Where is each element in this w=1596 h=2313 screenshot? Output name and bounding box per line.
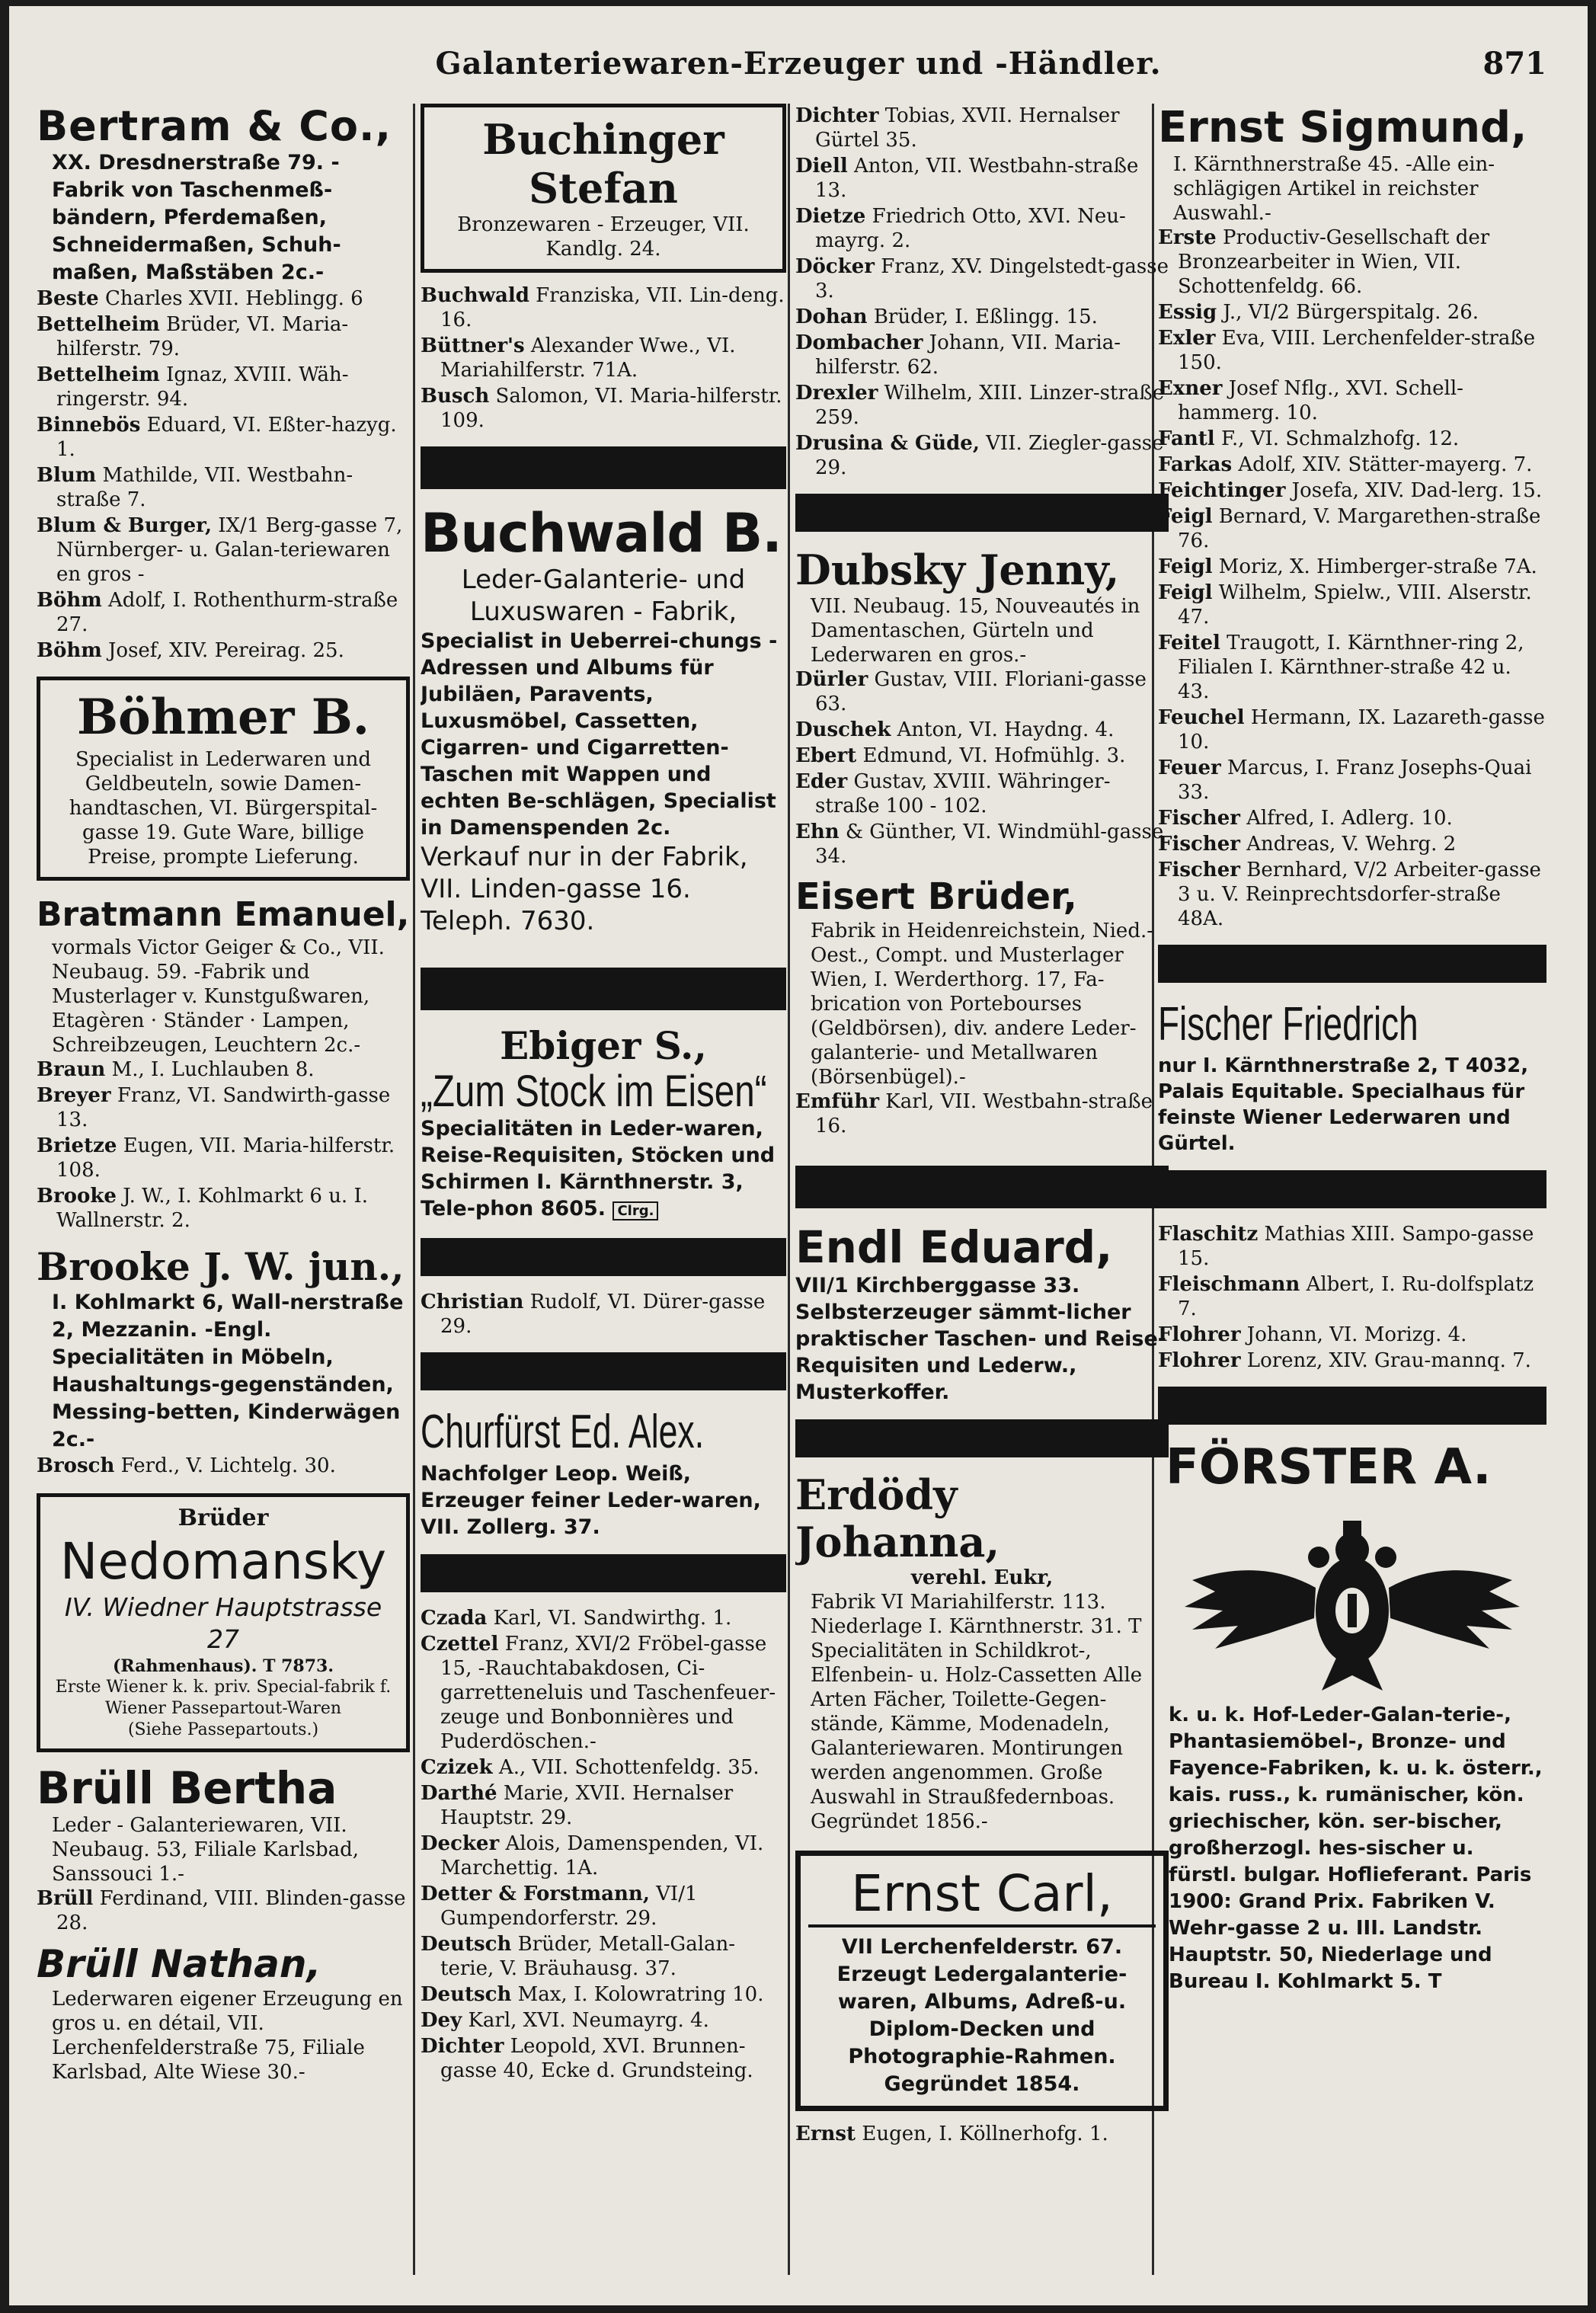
entry-text: Wilhelm, Spielw., VIII. Alserstr. 47. [1178,581,1532,629]
list-item [1158,756,1546,805]
entry-text: Gustav, XVIII. Währinger-straße 100 - 102. [815,770,1111,817]
ernst-carl-text: VII Lerchenfelderstr. 67. Erzeugt Ledergalanterie-waren, Albums, Adreß-u. Diplom-Decken und Photographie-Rahmen. Gegründet 1854. [836,1935,1127,2096]
column-2 [421,104,786,2275]
list-item [421,1606,786,1630]
entry-name: Brüll [37,1887,94,1910]
list-item [37,1886,410,1935]
entry-list-c3b [795,667,1169,869]
list-item [421,384,786,433]
list-item [795,431,1169,480]
ebiger-sub: „Zum Stock im Eisen“ [421,1067,767,1116]
entry-list-c2b [421,1606,786,2083]
entry-name: Exler [1158,327,1216,350]
entry-text: Traugott, I. Kärnthner-ring 2, Filialen I. Kärnthner-straße 42 u. 43. [1178,632,1524,703]
list-item [1158,478,1546,503]
list-item [795,254,1169,303]
entry-name: Fischer [1158,833,1240,856]
entry-text: Alexander Wwe., VI. Mariahilferstr. 71A. [440,334,736,382]
entry-name: Dichter [421,2035,504,2058]
buchinger-ad [421,104,786,273]
list-item [37,513,410,587]
list-item [37,1454,410,1478]
entry-name: Blum [37,464,97,487]
foerster-name: FÖRSTER A. [1166,1439,1492,1496]
running-title: Galanteriewaren-Erzeuger und -Händler. [435,46,1162,82]
entry-text: Ferd., V. Lichtelg. 30. [120,1454,336,1477]
buchwald-text: Specialist in Ueberrei-chungs - Adressen und Albums für Jubiläen, Paravents, Luxusmöbel, Cassetten, Cigarren- und Cigarretten-Taschen mit Wappen und echten Be-schlägen, Specialist in Damenspenden 2c. [421,629,778,840]
entry-text: & Günther, VI. Windmühl-gasse 34. [815,821,1164,868]
nedomansky-see: (Siehe Passepartouts.) [127,1720,319,1739]
column-3 [795,104,1169,2275]
entry-name: Essig [1158,301,1217,324]
entry-text: Andreas, V. Wehrg. 2 [1246,833,1457,856]
entry-name: Czizek [421,1756,493,1779]
entry-name: Busch [421,385,490,408]
entry-text: Wilhelm, XIII. Linzer-straße 259. [815,382,1165,429]
entry-name: Exner [1158,377,1223,400]
black-rule [1158,945,1546,983]
entry-text: Eugen, I. Köllnerhofg. 1. [862,2123,1108,2145]
list-item [795,305,1169,329]
bruell-nathan-text: Lederwaren eigener Erzeugung en gros u. en détail, VII. Lerchenfelderstraße 75, Filiale Karlsbad, Alte Wiese 30.- [52,1988,403,2084]
entry-name: Feigl [1158,505,1213,528]
ernst-carl-name: Ernst Carl, [808,1864,1156,1928]
list-item [421,1290,786,1339]
entry-text: Eduard, VI. Eßter-hazyg. 1. [56,414,397,461]
entry-name: Böhm [37,639,102,662]
entry-text: Franz, XV. Dingelstedt-gasse 3. [815,255,1169,302]
ernst-sigmund-text: I. Kärnthnerstraße 45. -Alle ein-schlägigen Artikel in reichster Auswahl.- [1173,153,1495,225]
black-rule [421,1554,786,1592]
entry-name: Deutsch [421,1933,512,1956]
fischer-friedrich-text: nur I. Kärnthnerstraße 2, T 4032, Palais Equitable. Specialhaus für feinste Wiener Lederwaren und Gürtel. [1158,1054,1529,1155]
list-item [421,334,786,382]
bruell-bertha-name: Brüll Bertha [37,1762,337,1814]
entry-name: Diell [795,155,848,178]
entry-name: Czettel [421,1633,499,1656]
list-item [421,2034,786,2083]
list-item [421,283,786,332]
black-rule [795,494,1169,532]
nedomansky-ad [37,1493,410,1752]
list-item [421,1632,786,1754]
entry-text: Franz, VI. Sandwirth-gasse 13. [56,1084,391,1131]
entry-name: Erste [1158,226,1217,249]
black-rule [421,1238,786,1276]
entry-text: F., VI. Schmalzhofg. 12. [1220,427,1460,450]
bratmann-name: Bratmann Emanuel, [37,895,410,934]
bruell-bertha-text: Leder - Galanteriewaren, VII. Neubaug. 53, Filiale Karlsbad, Sanssouci 1.- [52,1814,360,1886]
entry-text: Karl, VI. Sandwirthg. 1. [493,1607,732,1630]
entry-name: Dietze [795,205,866,228]
entry-text: Alfred, I. Adlerg. 10. [1246,807,1453,830]
buchwald-sale: Verkauf nur in der Fabrik, VII. Linden-gasse 16. Teleph. 7630. [421,842,748,936]
entry-text: Charles XVII. Heblingg. 6 [104,287,363,310]
list-item [795,2122,1169,2146]
entry-text: Karl, VII. Westbahn-straße 16. [815,1090,1153,1137]
page-number: 871 [1482,46,1546,82]
list-item [795,769,1169,818]
entry-text: Gustav, VIII. Floriani-gasse 63. [815,668,1147,715]
list-item [795,667,1169,716]
list-item [1158,705,1546,754]
entry-name: Emführ [795,1090,880,1113]
brooke-name: Brooke J. W. jun., [37,1244,405,1289]
list-item [421,1982,786,2007]
entry-name: Binnebös [37,414,141,437]
buchwald-name: Buchwald B. [421,502,782,565]
entry-name: Dey [421,2009,462,2032]
churfuerst-name: Churfürst Ed. Alex. [421,1406,705,1458]
list-item [1158,832,1546,856]
entry-name: Feichtinger [1158,479,1286,502]
entry-name: Buchwald [421,284,529,307]
list-item [1158,1222,1546,1271]
list-item [1158,1323,1546,1347]
entry-name: Deutsch [421,1983,512,2006]
ernst-sigmund-name: Ernst Sigmund, [1158,104,1527,152]
entry-text: Johann, VI. Morizg. 4. [1246,1323,1467,1346]
entry-text: Mathilde, VII. Westbahn-straße 7. [56,464,353,511]
entry-text: Marie, XVII. Hernalser Hauptstr. 29. [440,1782,734,1829]
list-item [1158,504,1546,553]
entry-text: Friedrich Otto, XVI. Neu-mayrg. 2. [815,205,1126,252]
entry-text: Johann, VII. Maria-hilferstr. 62. [815,331,1121,379]
column-divider [413,104,415,2275]
nedomansky-name: Nedomansky [59,1532,387,1591]
boehmer-ad [37,677,410,881]
entry-text: Brüder, I. Eßlingg. 15. [873,306,1098,328]
nedomansky-tel: (Rahmenhaus). T 7873. [113,1656,334,1676]
list-item [37,286,410,311]
entry-name: Flohrer [1158,1349,1241,1372]
list-item [421,1932,786,1981]
list-item [37,588,410,637]
entry-text: Mathias XIII. Sampo-gasse 15. [1178,1223,1534,1270]
entry-text: Bernard, V. Margarethen-straße 76. [1178,505,1541,552]
list-item [37,1134,410,1182]
entry-name: Bettelheim [37,363,160,386]
entry-name: Decker [421,1832,500,1855]
ebiger-name: Ebiger S., [500,1023,707,1068]
nedomansky-addr: IV. Wiedner Hauptstrasse 27 [64,1592,382,1654]
double-eagle-icon [1185,1504,1520,1694]
entry-name: Czada [421,1607,488,1630]
list-item [1158,453,1546,477]
entry-name: Fischer [1158,859,1240,881]
list-item [795,154,1169,203]
boehmer-text: Specialist in Lederwaren und Geldbeuteln, sowie Damen-handtaschen, VI. Bürgerspital-gasse 19. Gute Ware, billige Preise, prompte Lieferung. [69,748,378,869]
list-item [37,1184,410,1233]
entry-name: Darthé [421,1782,497,1805]
entry-name: Döcker [795,255,875,278]
entry-name: Büttner's [421,334,525,357]
directory-page [9,6,1588,2305]
entry-text: Lorenz, XIV. Grau-mannq. 7. [1246,1349,1531,1372]
entry-name: Eder [795,770,848,793]
entry-text: Adolf, XIV. Stätter-mayerg. 7. [1238,453,1533,476]
buchinger-text: Bronzewaren - Erzeuger, VII. Kandlg. 24. [457,213,750,261]
list-item [421,1755,786,1780]
entry-name: Duschek [795,718,891,741]
entry-name: Feuer [1158,757,1221,779]
list-item [795,744,1169,768]
entry-text: Rudolf, VI. Dürer-gasse 29. [440,1291,766,1338]
entry-name: Beste [37,287,99,310]
list-item [795,204,1169,253]
list-item [1158,376,1546,425]
entry-name: Dürler [795,668,868,691]
ebiger-body [421,1115,786,1224]
entry-text: Productiv-Gesellschaft der Bronzearbeiter in Wien, VII. Schottenfeldg. 66. [1178,226,1490,298]
bertram-text: XX. Dresdnerstraße 79. -Fabrik von Taschenmeß-bändern, Pferdemaßen, Schneidermaßen, Schuh-maßen, Maßstäben 2c.- [52,151,341,284]
entry-list-c4a [1158,226,1546,931]
nedomansky-top: Brüder [178,1505,269,1531]
list-item [795,381,1169,430]
list-item [795,820,1169,869]
entry-text: Salomon, VI. Maria-hilferstr. 109. [440,385,782,432]
entry-text: Adolf, I. Rothenthurm-straße 27. [56,589,398,636]
boehmer-name: Böhmer B. [76,689,370,746]
entry-text: Edmund, VI. Hofmühlg. 3. [862,744,1126,767]
entry-text: Josef Nflg., XVI. Schell-hammerg. 10. [1178,377,1463,424]
entry-text: Bernhard, V/2 Arbeiter-gasse 3 u. V. Reinprechtsdorfer-straße 48A. [1178,859,1541,930]
entry-name: Feigl [1158,581,1213,604]
entry-name: Ernst [795,2123,856,2145]
entry-name: Breyer [37,1084,111,1107]
entry-list-c2a [421,283,786,433]
dubsky-text: VII. Neubaug. 15, Nouveautés in Damentaschen, Gürteln und Lederwaren en gros.- [811,595,1140,667]
entry-name: Dohan [795,306,868,328]
erdoedy-name: Erdödy Johanna, [795,1470,1000,1566]
buchinger-name: Buchinger Stefan [482,115,724,213]
list-item [1158,858,1546,931]
entry-text: Tobias, XVII. Hernalser Gürtel 35. [815,104,1120,152]
fischer-friedrich-name: Fischer Friedrich [1158,998,1418,1051]
bratmann-text: vormals Victor Geiger & Co., VII. Neubaug. 59. -Fabrik und Musterlager v. Kunstgußwaren, Etagèren · Ständer · Lampen, Schreibzeugen, Leuchtern 2c.- [52,936,385,1057]
list-item [1158,326,1546,375]
list-item [1158,806,1546,830]
entry-name: Farkas [1158,453,1233,476]
brooke-text: I. Kohlmarkt 6, Wall-nerstraße 2, Mezzanin. -Engl. Specialitäten in Möbeln, Haushaltungs-gegenständen, Messing-betten, Kinderwägen 2c.- [52,1291,404,1451]
entry-text: Karl, XVI. Neumayrg. 4. [468,2009,709,2032]
list-item [1158,300,1546,325]
list-item [421,1832,786,1880]
list-item [795,104,1169,152]
bruell-nathan-name: Brüll Nathan, [37,1942,321,1986]
erdoedy-sub: verehl. Eukr, [910,1566,1054,1589]
entry-name: Brooke [37,1185,117,1208]
entry-text: Leopold, XVI. Brunnen-gasse 40, Ecke d. Grundsteing. [440,2035,753,2082]
entry-name: Brosch [37,1454,115,1477]
entry-name: Blum & Burger, [37,514,213,537]
entry-text: Max, I. Kolowratring 10. [517,1983,764,2006]
list-item [37,413,410,462]
bertram-name: Bertram & Co., [37,104,392,150]
entry-name: Detter & Forstmann, [421,1883,650,1905]
list-item [37,1083,410,1132]
ebiger-text: Specialitäten in Leder-waren, Reise-Requisiten, Stöcken und Schirmen I. Kärnthnerstr. 3, Tele-phon 8605. [421,1117,776,1220]
list-item [1158,581,1546,629]
list-item [421,1882,786,1931]
page-header [9,46,1588,91]
entry-list-c1a [37,286,410,663]
entry-list-c3a [795,104,1169,480]
foerster-text: k. u. k. Hof-Leder-Galan-terie-, Phantasiemöbel-, Bronze- und Fayence-Fabriken, k. u. k. österr., kais. russ., k. rumänischer, kön. griechischer, kön. ser-bischer, großherzogl. hes-sischer u. fürstl. bulgar. Hoflieferant. Paris 1900: Grand Prix. Fabriken V. Wehr-gasse 2 u. III. Landstr. Hauptstr. 50, Niederlage und Bureau I. Kohlmarkt 5. T [1169,1704,1543,1993]
black-rule [421,1352,786,1390]
column-1 [37,104,410,2275]
nedomansky-text: Erste Wiener k. k. priv. Special-fabrik f. Wiener Passepartout-Waren [55,1678,392,1718]
entry-text: VI/1 Gumpendorferstr. 29. [440,1883,698,1930]
column-4 [1158,104,1546,2275]
black-rule [795,1166,1169,1208]
list-item [1158,1272,1546,1321]
entry-text: Eva, VIII. Lerchenfelder-straße 150. [1178,327,1536,374]
list-item [421,2008,786,2033]
entry-text: M., I. Luchlauben 8. [111,1058,315,1081]
endl-name: Endl Eduard, [795,1221,1113,1273]
entry-text: Marcus, I. Franz Josephs-Quai 33. [1178,757,1532,804]
entry-text: IX/1 Berg-gasse 7, Nürnberger- u. Galan-teriewaren en gros - [56,514,403,586]
entry-name: Fischer [1158,807,1240,830]
list-item [1158,427,1546,451]
eisert-text: Fabrik in Heidenreichstein, Nied.-Oest., Compt. und Musterlager Wien, I. Werderthorg. 17, Fa-brication von Portebourses (Geldbörsen), div. andere Leder-galanterie- und Metallwaren (Börsenbügel).- [811,920,1154,1089]
entry-name: Ebert [795,744,857,767]
black-rule [795,1419,1169,1457]
entry-text: J., VI/2 Bürgerspitalg. 26. [1223,301,1479,324]
list-item [795,718,1169,742]
list-item [37,638,410,663]
entry-text: Brüder, VI. Maria-hilferstr. 79. [56,313,349,360]
entry-name: Feigl [1158,555,1213,578]
entry-name: Flaschitz [1158,1223,1259,1246]
endl-text: VII/1 Kirchberggasse 33. Selbsterzeuger sämmt-licher praktischer Taschen- und Reise-Requisiten und Lederw., Musterkoffer. [795,1274,1167,1404]
entry-name: Fantl [1158,427,1215,450]
entry-text: Franziska, VII. Lin-deng. 16. [440,284,785,331]
list-item [795,1089,1169,1138]
erdoedy-text: Fabrik VI Mariahilferstr. 113. Niederlage I. Kärnthnerstr. 31. T Specialitäten in Schildkrot-, Elfenbein- u. Holz-Cassetten Alle Arten Fächer, Toilette-Gegen-stände, Kämme, Modenadeln, Galanteriewaren. Montirungen werden angenommen. Große Auswahl in Straußfedernboas. Gegründet 1856.- [811,1591,1143,1833]
entry-text: Eugen, VII. Maria-hilferstr. 108. [56,1134,395,1182]
dubsky-name: Dubsky Jenny, [795,545,1120,594]
ernst-carl-ad [795,1851,1169,2111]
entry-text: Anton, VI. Haydng. 4. [897,718,1115,741]
entry-text: Albert, I. Ru-dolfsplatz 7. [1178,1273,1534,1320]
black-rule [1158,1387,1546,1425]
list-item [37,463,410,512]
entry-name: Fleischmann [1158,1273,1300,1296]
entry-name: Christian [421,1291,524,1313]
entry-name: Drexler [795,382,878,405]
entry-name: Feuchel [1158,706,1245,729]
black-rule [1158,1170,1546,1208]
list-item [37,312,410,361]
list-item [37,363,410,411]
entry-text: A., VII. Schottenfeldg. 35. [498,1756,760,1779]
entry-name: Brietze [37,1134,117,1157]
list-item [1158,226,1546,299]
entry-text: Brüder, Metall-Galan-terie, V. Bräuhausg. 37. [440,1933,736,1980]
entry-text: Moriz, X. Himberger-straße 7A. [1218,555,1537,578]
entry-text: Josefa, XIV. Dad-lerg. 15. [1291,479,1543,502]
column-divider [788,104,790,2275]
entry-list-c4b [1158,1222,1546,1373]
entry-name: Dombacher [795,331,923,354]
entry-name: Böhm [37,589,102,612]
entry-name: Braun [37,1058,106,1081]
entry-text: Ignaz, XVIII. Wäh-ringerstr. 94. [56,363,349,411]
list-item [1158,555,1546,579]
buchwald-sub: Leder-Galanterie- und Luxuswaren - Fabrik, [461,565,746,627]
entry-name: Flohrer [1158,1323,1241,1346]
entry-list-c1b [37,1057,410,1233]
entry-text: J. W., I. Kohlmarkt 6 u. I. Wallnerstr. 2. [56,1185,369,1232]
entry-text: VII. Ziegler-gasse 29. [815,432,1164,479]
entry-name: Ehn [795,821,840,843]
list-item [795,331,1169,379]
list-item [37,1057,410,1082]
entry-name: Feitel [1158,632,1220,654]
ebiger-badge: Clrg. [612,1201,658,1220]
black-rule [421,446,786,489]
eisert-name: Eisert Brüder, [795,875,1077,918]
entry-name: Bettelheim [37,313,160,336]
list-item [421,1781,786,1830]
black-rule [421,968,786,1010]
list-item [1158,631,1546,704]
entry-text: Alois, Damenspenden, VI. Marchettig. 1A. [440,1832,764,1880]
list-item [1158,1348,1546,1373]
entry-text: Anton, VII. Westbahn-straße 13. [815,155,1139,202]
entry-text: Ferdinand, VIII. Blinden-gasse 28. [56,1887,406,1934]
churfuerst-text: Nachfolger Leop. Weiß, Erzeuger feiner Leder-waren, VII. Zollerg. 37. [421,1462,761,1539]
entry-text: Josef, XIV. Pereirag. 25. [108,639,344,662]
entry-name: Dichter [795,104,879,127]
entry-name: Drusina & Güde, [795,432,980,455]
entry-text: Hermann, IX. Lazareth-gasse 10. [1178,706,1545,753]
entry-text: Franz, XVI/2 Fröbel-gasse 15, -Rauchtabakdosen, Ci-garretteneluis und Taschenfeuer-zeuge und Bonbonnières und Puderdöschen.- [440,1633,776,1753]
